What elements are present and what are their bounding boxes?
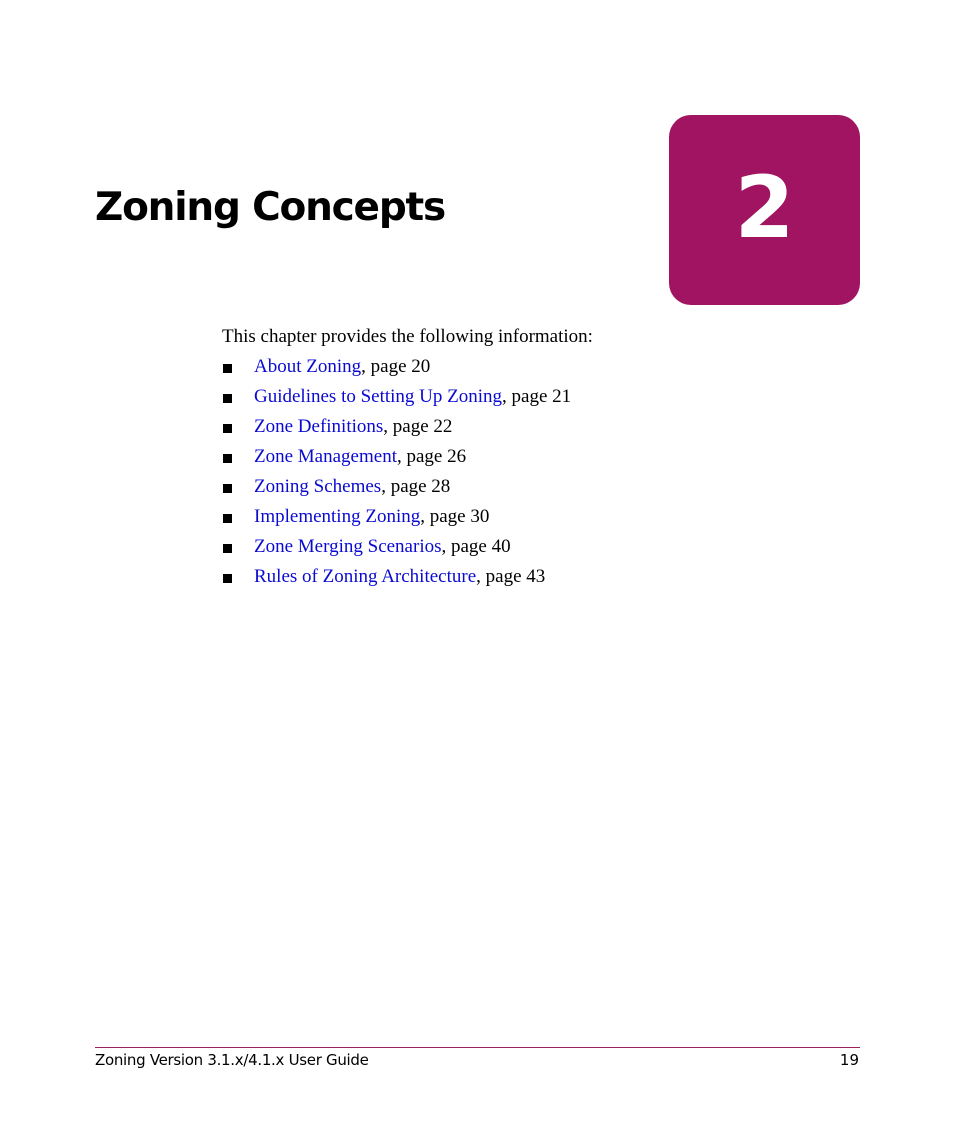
chapter-title: Zoning Concepts: [95, 185, 445, 230]
chapter-intro: This chapter provides the following information:: [222, 326, 593, 347]
toc-link-about-zoning[interactable]: About Zoning: [254, 356, 362, 377]
chapter-number: 2: [734, 158, 795, 258]
list-item: [222, 565, 571, 595]
toc-page-ref: , page 21: [502, 386, 572, 407]
toc-page-ref: , page 20: [361, 356, 431, 377]
toc-link-zone-management[interactable]: Zone Management: [254, 446, 397, 467]
toc-page-ref: , page 30: [420, 506, 490, 527]
toc-link-zone-definitions[interactable]: Zone Definitions: [254, 416, 384, 437]
chapter-contents-list: [222, 355, 571, 595]
list-item: [222, 505, 571, 535]
toc-link-zone-merging-scenarios[interactable]: Zone Merging Scenarios: [254, 536, 442, 557]
footer-divider: [95, 1047, 860, 1048]
square-bullet-icon: [223, 454, 232, 463]
toc-page-ref: , page 22: [383, 416, 453, 437]
toc-page-ref: , page 28: [381, 476, 451, 497]
square-bullet-icon: [223, 394, 232, 403]
toc-link-rules-of-zoning-architecture[interactable]: Rules of Zoning Architecture: [254, 566, 477, 587]
footer-guide-title: Zoning Version 3.1.x/4.1.x User Guide: [95, 1051, 369, 1069]
square-bullet-icon: [223, 514, 232, 523]
square-bullet-icon: [223, 544, 232, 553]
toc-link-zoning-schemes[interactable]: Zoning Schemes: [254, 476, 382, 497]
list-item: [222, 535, 571, 565]
square-bullet-icon: [223, 484, 232, 493]
toc-link-implementing-zoning[interactable]: Implementing Zoning: [254, 506, 421, 527]
square-bullet-icon: [223, 574, 232, 583]
list-item: [222, 475, 571, 505]
toc-page-ref: , page 43: [476, 566, 546, 587]
square-bullet-icon: [223, 424, 232, 433]
chapter-number-tab: [669, 115, 860, 305]
list-item: [222, 385, 571, 415]
list-item: [222, 445, 571, 475]
list-item: [222, 415, 571, 445]
list-item: [222, 355, 571, 385]
toc-page-ref: , page 26: [396, 446, 467, 467]
toc-page-ref: , page 40: [441, 536, 511, 557]
toc-link-guidelines[interactable]: Guidelines to Setting Up Zoning: [254, 386, 503, 407]
footer-page-number: 19: [839, 1051, 859, 1069]
square-bullet-icon: [223, 364, 232, 373]
